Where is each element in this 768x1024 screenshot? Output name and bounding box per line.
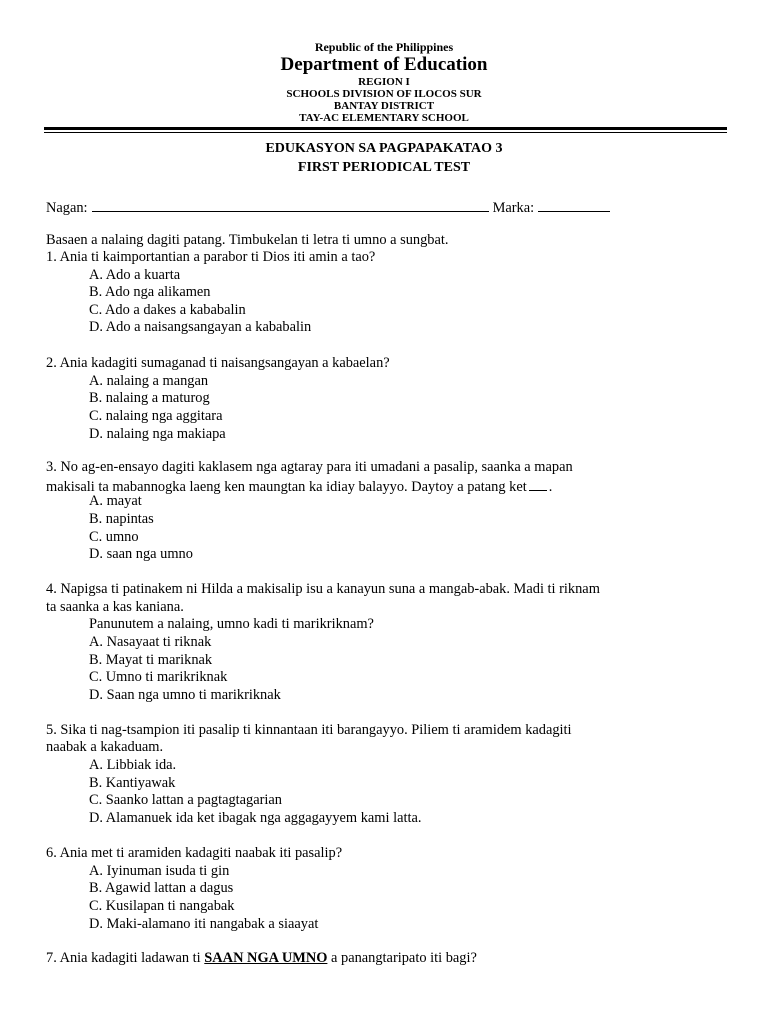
name-score-row xyxy=(46,198,610,215)
q6-option-c: C. Kusilapan ti nangabak xyxy=(89,898,235,914)
score-blank xyxy=(538,198,610,212)
q6-option-a: A. Iyinuman isuda ti gin xyxy=(89,863,230,879)
q1-option-a: A. Ado a kuarta xyxy=(89,267,181,283)
q5-option-d: D. Alamanuek ida ket ibagak nga aggagayyem kami latta. xyxy=(89,810,422,826)
q3-option-d: D. saan nga umno xyxy=(89,546,193,562)
q4-option-d: D. Saan nga umno ti marikriknak xyxy=(89,687,281,703)
question-1: 1. Ania ti kaimportantian a parabor ti Dios iti amin a tao? xyxy=(46,249,376,265)
question-3-line-1: 3. No ag-en-ensayo dagiti kaklasem nga agtaray para iti umadani a pasalip, saanka a mapan xyxy=(46,459,573,475)
test-period: FIRST PERIODICAL TEST xyxy=(297,160,471,175)
header-department: Department of Education xyxy=(280,54,488,75)
q2-option-c: C. nalaing nga aggitara xyxy=(89,408,223,424)
question-5-line-2: naabak a kakaduam. xyxy=(46,739,164,755)
question-7 xyxy=(46,951,477,965)
question-4-line-1: 4. Napigsa ti patinakem ni Hilda a makisalip isu a kanayun suna a mangab-abak. Madi ti riknam xyxy=(46,581,600,597)
question-4-prompt: Panunutem a nalaing, umno kadi ti marikriknam? xyxy=(89,616,374,632)
q3-option-a: A. mayat xyxy=(89,493,142,509)
q2-option-a: A. nalaing a mangan xyxy=(89,373,209,389)
question-7-emphasis: SAAN NGA UMNO xyxy=(204,950,328,966)
q3-option-c: C. umno xyxy=(89,529,139,545)
q1-option-b: B. Ado nga alikamen xyxy=(89,284,211,300)
name-blank xyxy=(92,198,489,212)
header-division: SCHOOLS DIVISION OF ILOCOS SUR xyxy=(286,88,482,100)
header-district: BANTAY DISTRICT xyxy=(333,100,435,112)
question-3-line-2-end: . xyxy=(548,479,553,495)
question-7-after: a panangtaripato iti bagi? xyxy=(331,950,477,966)
q5-option-c: C. Saanko lattan a pagtagtagarian xyxy=(89,792,283,808)
q4-option-a: A. Nasayaat ti riknak xyxy=(89,634,212,650)
question-4-line-2: ta saanka a kas kaniana. xyxy=(46,599,184,615)
question-2: 2. Ania kadagiti sumaganad ti naisangsangayan a kabaelan? xyxy=(46,355,390,371)
header-republic: Republic of the Philippines xyxy=(314,40,454,54)
test-subject: EDUKASYON SA PAGPAPAKATAO 3 xyxy=(265,141,503,156)
question-3-line-2 xyxy=(46,477,552,494)
instructions: Basaen a nalaing dagiti patang. Timbukelan ti letra ti umno a sungbat. xyxy=(46,232,449,248)
score-label: Marka: xyxy=(492,200,535,216)
question-5-line-1: 5. Sika ti nag-tsampion iti pasalip ti kinnantaan iti barangayyo. Piliem ti aramidem kadagiti xyxy=(46,722,572,738)
q5-option-a: A. Libbiak ida. xyxy=(89,757,177,773)
q5-option-b: B. Kantiyawak xyxy=(89,775,176,791)
question-7-before: 7. Ania kadagiti ladawan ti xyxy=(46,950,201,966)
q3-option-b: B. napintas xyxy=(89,511,154,527)
question-3-line-2-text: makisali ta mabannogka laeng ken maungtan ka idiay balayyo. Daytoy a patang ket xyxy=(46,479,527,495)
q4-option-c: C. Umno ti marikriknak xyxy=(89,669,228,685)
header-divider-thin xyxy=(44,132,727,133)
answer-blank xyxy=(529,477,547,491)
q1-option-c: C. Ado a dakes a kababalin xyxy=(89,302,246,318)
q6-option-b: B. Agawid lattan a dagus xyxy=(89,880,234,896)
question-6: 6. Ania met ti aramiden kadagiti naabak iti pasalip? xyxy=(46,845,343,861)
q6-option-d: D. Maki-alamano iti nangabak a siaayat xyxy=(89,916,319,932)
q1-option-d: D. Ado a naisangsangayan a kababalin xyxy=(89,319,312,335)
header-region: REGION I xyxy=(358,76,410,88)
q2-option-b: B. nalaing a maturog xyxy=(89,390,210,406)
name-label: Nagan: xyxy=(46,200,88,216)
header-divider-thick xyxy=(44,127,727,130)
q4-option-b: B. Mayat ti mariknak xyxy=(89,652,213,668)
q2-option-d: D. nalaing nga makiapa xyxy=(89,426,226,442)
header-school: TAY-AC ELEMENTARY SCHOOL xyxy=(299,112,469,124)
